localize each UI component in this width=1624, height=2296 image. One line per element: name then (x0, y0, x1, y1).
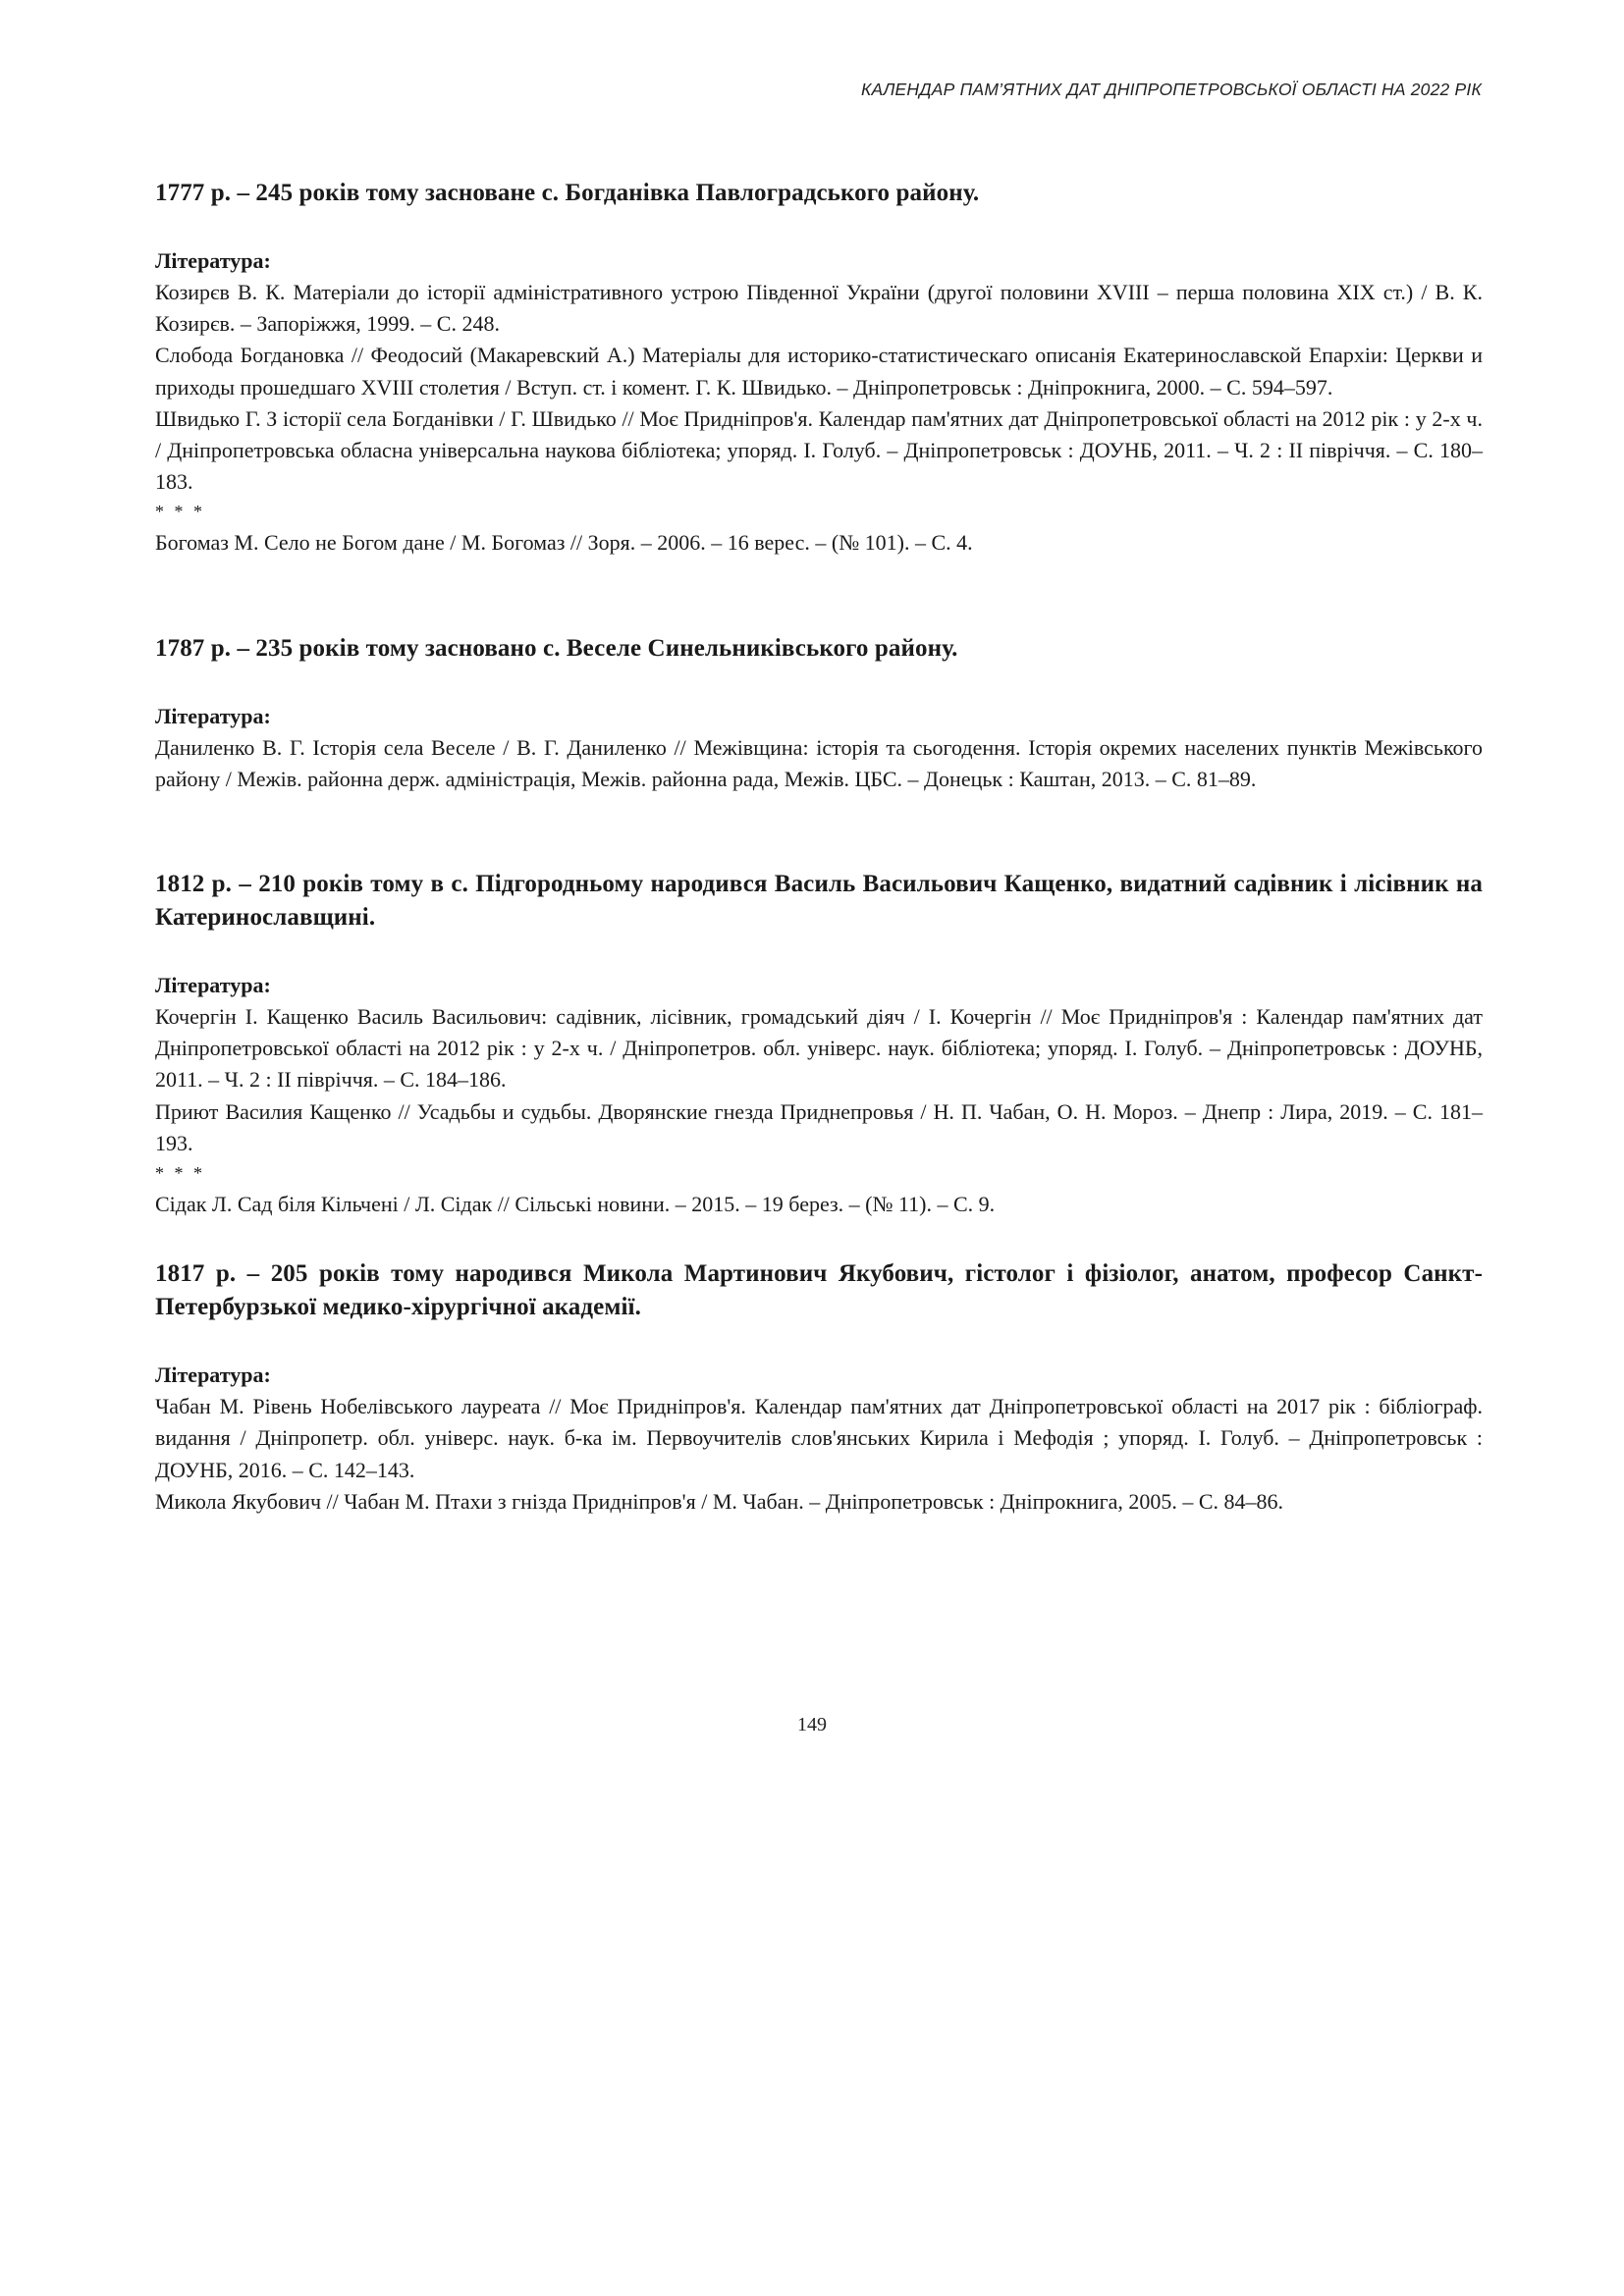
calendar-entry (155, 868, 1483, 1220)
entry-title: 1817 р. – 205 років тому народився Микола Мартинович Якубович, гістолог і фізіолог, анатом, професор Санкт-Петербурзької медико-хірургічної академії. (155, 1260, 1483, 1321)
section-separator: * * * (155, 502, 205, 522)
section-separator: * * * (155, 1163, 205, 1184)
page-number: 149 (797, 1714, 827, 1735)
calendar-entry (155, 1257, 1483, 1518)
literature-label: Література: (155, 248, 271, 273)
reference-item: Слобода Богдановка // Феодосий (Макаревский А.) Матеріалы для историко-статистическаго описанія Екатеринославской Епархіи: Церкви и приходы прошедшаго XVIII столетия / Вступ. ст. і комент. Г. К. Швидько. – Дніпропетровськ : Дніпрокнига, 2000. – С. 594–597. (155, 343, 1483, 400)
entry-title: 1787 р. – 235 років тому засновано с. Веселе Синельниківського району. (155, 634, 958, 662)
literature-label: Література: (155, 703, 271, 728)
running-header: КАЛЕНДАР ПАМ’ЯТНИХ ДАТ ДНІПРОПЕТРОВСЬКОЇ ОБЛАСТІ НА 2022 РІК (860, 80, 1482, 99)
reference-item: Даниленко В. Г. Історія села Веселе / В. Г. Даниленко // Межівщина: історія та сьогодення. Історія окремих населених пунктів Межівського району / Межів. районна держ. адміністрація, Межів. районна рада, Межів. ЦБС. – Донецьк : Каштан, 2013. – С. 81–89. (155, 734, 1483, 791)
reference-item: Швидько Г. З історії села Богданівки / Г. Швидько // Моє Придніпров'я. Календар пам'ятних дат Дніпропетровської області на 2012 рік : у 2-х ч. / Дніпропетровська обласна універсальна наукова бібліотека; упоряд. І. Голуб. – Дніпропетровськ : ДОУНБ, 2011. – Ч. 2 : ІІ півріччя. – С. 180–183. (155, 405, 1483, 495)
reference-item: Козирєв В. К. Матеріали до історії адміністративного устрою Південної України (другої половини XVIII – перша половина XIX ст.) / В. К. Козирєв. – Запоріжжя, 1999. – С. 248. (155, 280, 1483, 337)
reference-item: Сідак Л. Сад біля Кільчені / Л. Сідак // Сільські новини. – 2015. – 19 берез. – (№ 11). – С. 9. (155, 1192, 996, 1217)
reference-item: Микола Якубович // Чабан М. Птахи з гнізда Придніпров'я / М. Чабан. – Дніпропетровськ : Дніпрокнига, 2005. – С. 84–86. (155, 1488, 1284, 1514)
calendar-entry (155, 632, 1483, 795)
page-content (155, 177, 1483, 1518)
literature-label: Література: (155, 973, 271, 998)
entry-title: 1777 р. – 245 років тому засноване с. Богданівка Павлоградського району. (155, 180, 980, 206)
reference-item: Богомаз М. Село не Богом дане / М. Богомаз // Зоря. – 2006. – 16 верес. – (№ 101). – С. 4. (155, 530, 973, 556)
reference-item: Приют Василия Кащенко // Усадьбы и судьбы. Дворянские гнезда Приднепровья / Н. П. Чабан, О. Н. Мороз. – Днепр : Лира, 2019. – С. 181–193. (155, 1098, 1483, 1155)
reference-item: Кочергін І. Кащенко Василь Васильович: садівник, лісівник, громадський діяч / І. Кочергін // Моє Придніпров'я : Календар пам'ятних дат Дніпропетровської області на 2012 рік : у 2-х ч. / Дніпропетров. обл. універс. наук. бібліотека; упоряд. І. Голуб. – Дніпропетровськ : ДОУНБ, 2011. – Ч. 2 : ІІ півріччя. – С. 184–186. (155, 1004, 1483, 1093)
reference-item: Чабан М. Рівень Нобелівського лауреата // Моє Придніпров'я. Календар пам'ятних дат Дніпропетровської області на 2017 рік : бібліограф. видання / Дніпропетр. обл. універс. наук. б-ка ім. Первоучителів слов'янських Кирила і Мефодія ; упоряд. І. Голуб. – Дніпропетровськ : ДОУНБ, 2016. – С. 142–143. (155, 1394, 1483, 1482)
entry-title: 1812 р. – 210 років тому в с. Підгородньому народився Василь Васильович Кащенко, видатний садівник і лісівник на Катеринославщині. (155, 871, 1483, 932)
calendar-entry (155, 177, 1483, 560)
literature-label: Література: (155, 1362, 271, 1388)
